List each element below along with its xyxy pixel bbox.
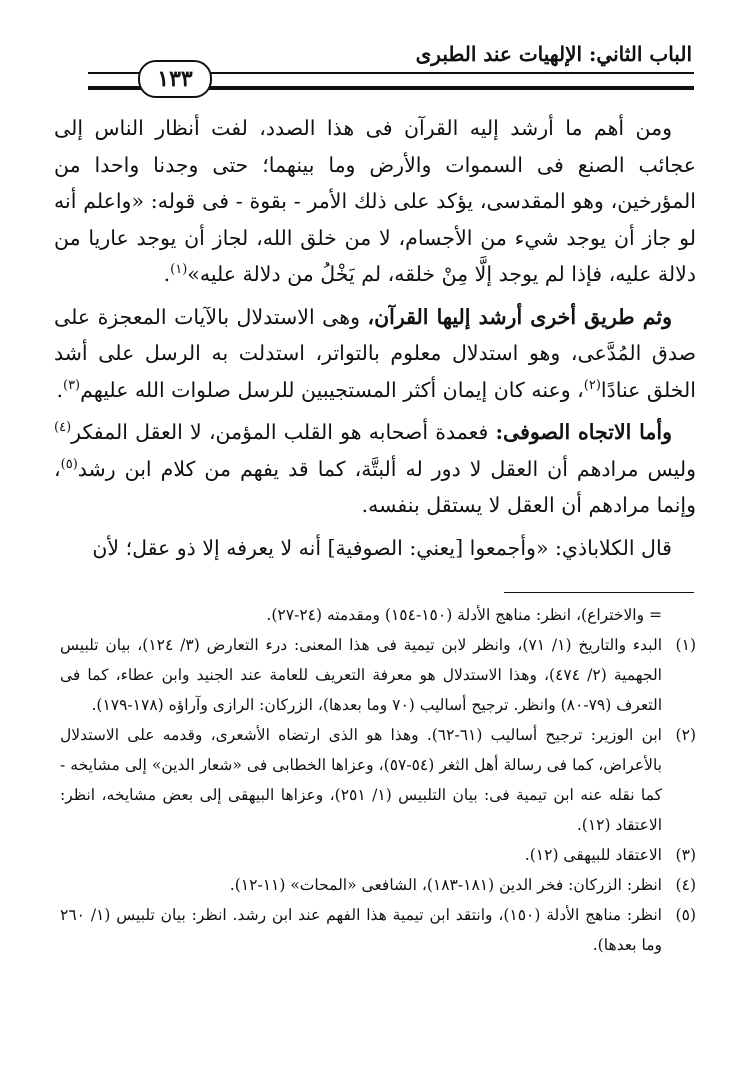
paragraph-2-text: وهى الاستدلال بالآيات المعجزة على صدق المُدَّعى، وهو استدلال معلوم بالتواتر، استدلت به الرسل على أشد الخلق عنادًا bbox=[54, 304, 696, 402]
paragraph-3-text-2: وليس مرادهم أن العقل لا دور له ألبتَّة، كما قد يفهم من كلام ابن رشد bbox=[77, 456, 696, 481]
paragraph-3-lead: وأما الاتجاه الصوفى: bbox=[495, 420, 672, 444]
footnote-3 bbox=[60, 840, 696, 870]
footnote-ref-3: (٣) bbox=[62, 377, 81, 393]
footnote-text: الاعتقاد للبيهقى (١٢). bbox=[524, 846, 662, 864]
footnote-separator bbox=[504, 592, 694, 593]
footnote-number: (١) bbox=[675, 636, 696, 654]
footnote-number: (٤) bbox=[675, 876, 696, 894]
footnote-ref-5: (٥) bbox=[60, 456, 78, 472]
footnote-number: (٥) bbox=[675, 906, 696, 924]
page-number: ١٣٣ bbox=[138, 60, 212, 98]
footnote-ref-2: (٢) bbox=[583, 377, 601, 393]
paragraph-1-text: ومن أهم ما أرشد إليه القرآن فى هذا الصدد، لفت أنظار الناس إلى عجائب الصنع فى السموات والأرض وما بينهما؛ حتى وجدنا واحدا من المؤرخين، وهو المقدسى، يؤكد على ذلك الأمر - بقوة - فى قوله: «واعلم أنه لو جاز أن يوجد شيء من الأجسام، لا من خلق الله، لجاز أن يوجد عاريا من دلالة عليه، فإذا لم يوجد إلَّا مِنْ خلقه، لم يَخْلُ من دلالة عليه» bbox=[54, 116, 696, 286]
footnote-text: انظر: الزركان: فخر الدين (١٨١-١٨٣)، الشافعى «المحات» (١١-١٢). bbox=[229, 876, 662, 894]
paragraph-2-lead: وثم طريق أخرى أرشد إليها القرآن، bbox=[367, 304, 672, 329]
footnote-2 bbox=[60, 720, 696, 840]
footnote-1 bbox=[60, 630, 696, 720]
footnote-5 bbox=[60, 900, 696, 960]
footnotes bbox=[60, 600, 696, 960]
main-text bbox=[54, 110, 696, 572]
paragraph-3-text: فعمدة أصحابه هو القلب المؤمن، لا العقل المفكر bbox=[71, 420, 496, 444]
footnote-ref-1: (١) bbox=[170, 262, 188, 278]
footnote-continuation bbox=[60, 600, 696, 630]
paragraph-1-end: . bbox=[163, 262, 171, 286]
paragraph-4-text: قال الكلاباذي: «وأجمعوا [يعني: الصوفية] أنه لا يعرفه إلا ذو عقل؛ لأن bbox=[92, 535, 672, 560]
footnote-number: (٣) bbox=[675, 846, 696, 864]
footnote-number: (٢) bbox=[675, 726, 696, 744]
footnote-4 bbox=[60, 870, 696, 900]
running-title: الباب الثاني: الإلهيات عند الطبرى bbox=[415, 42, 692, 66]
paragraph-3 bbox=[54, 414, 696, 524]
paragraph-1 bbox=[54, 110, 696, 293]
footnote-ref-4: (٤) bbox=[54, 420, 72, 436]
paragraph-4 bbox=[54, 530, 696, 567]
paragraph-2 bbox=[54, 299, 696, 409]
paragraph-2-end: . bbox=[56, 377, 63, 402]
paragraph-2-text-2: ، وعنه كان إيمان أكثر المستجيبين للرسل صلوات الله عليهم bbox=[80, 377, 584, 402]
footnote-text: البدء والتاريخ (١/ ٧١)، وانظر لابن تيمية فى هذا المعنى: درء التعارض (٣/ ١٢٤)، بيان تلبيس الجهمية (٢/ ٤٧٤)، وهذا الاستدلال هو معرفة التعريف للعامة عند الجنيد وابن عطاء، كما فى التعرف (٧٩-٨٠) وانظر. ترجيح أساليب (٧٠ وما بعدها)، الزركان: الرازى وآراؤه (١٧٨-١٧٩). bbox=[60, 636, 662, 714]
paragraph-3-text-3: ، وإنما مرادهم أن العقل لا يستقل بنفسه. bbox=[54, 456, 696, 517]
footnote-text: ابن الوزير: ترجيح أساليب (٦١-٦٢). وهذا هو الذى ارتضاه الأشعرى، وقدمه على الاستدلال بالأعراض، كما فى رسالة أهل الثغر (٥٤-٥٧)، وعزاها الخطابى فى «شعار الدين» إلى مشايخه - كما نقله عنه ابن تيمية فى: بيان التلبيس (١/ ٢٥١)، وعزاها البيهقى إلى بعض مشايخه، انظر: الاعتقاد (١٢). bbox=[60, 726, 662, 834]
footnote-number bbox=[662, 600, 696, 630]
footnote-text: انظر: مناهج الأدلة (١٥٠)، وانتقد ابن تيمية هذا الفهم عند ابن رشد. انظر: بيان تلبيس (١/ ٢٦٠ وما بعدها). bbox=[60, 906, 662, 954]
footnote-text: = والاختراع)، انظر: مناهج الأدلة (١٥٠-١٥٤) ومقدمته (٢٤-٢٧). bbox=[266, 606, 662, 624]
